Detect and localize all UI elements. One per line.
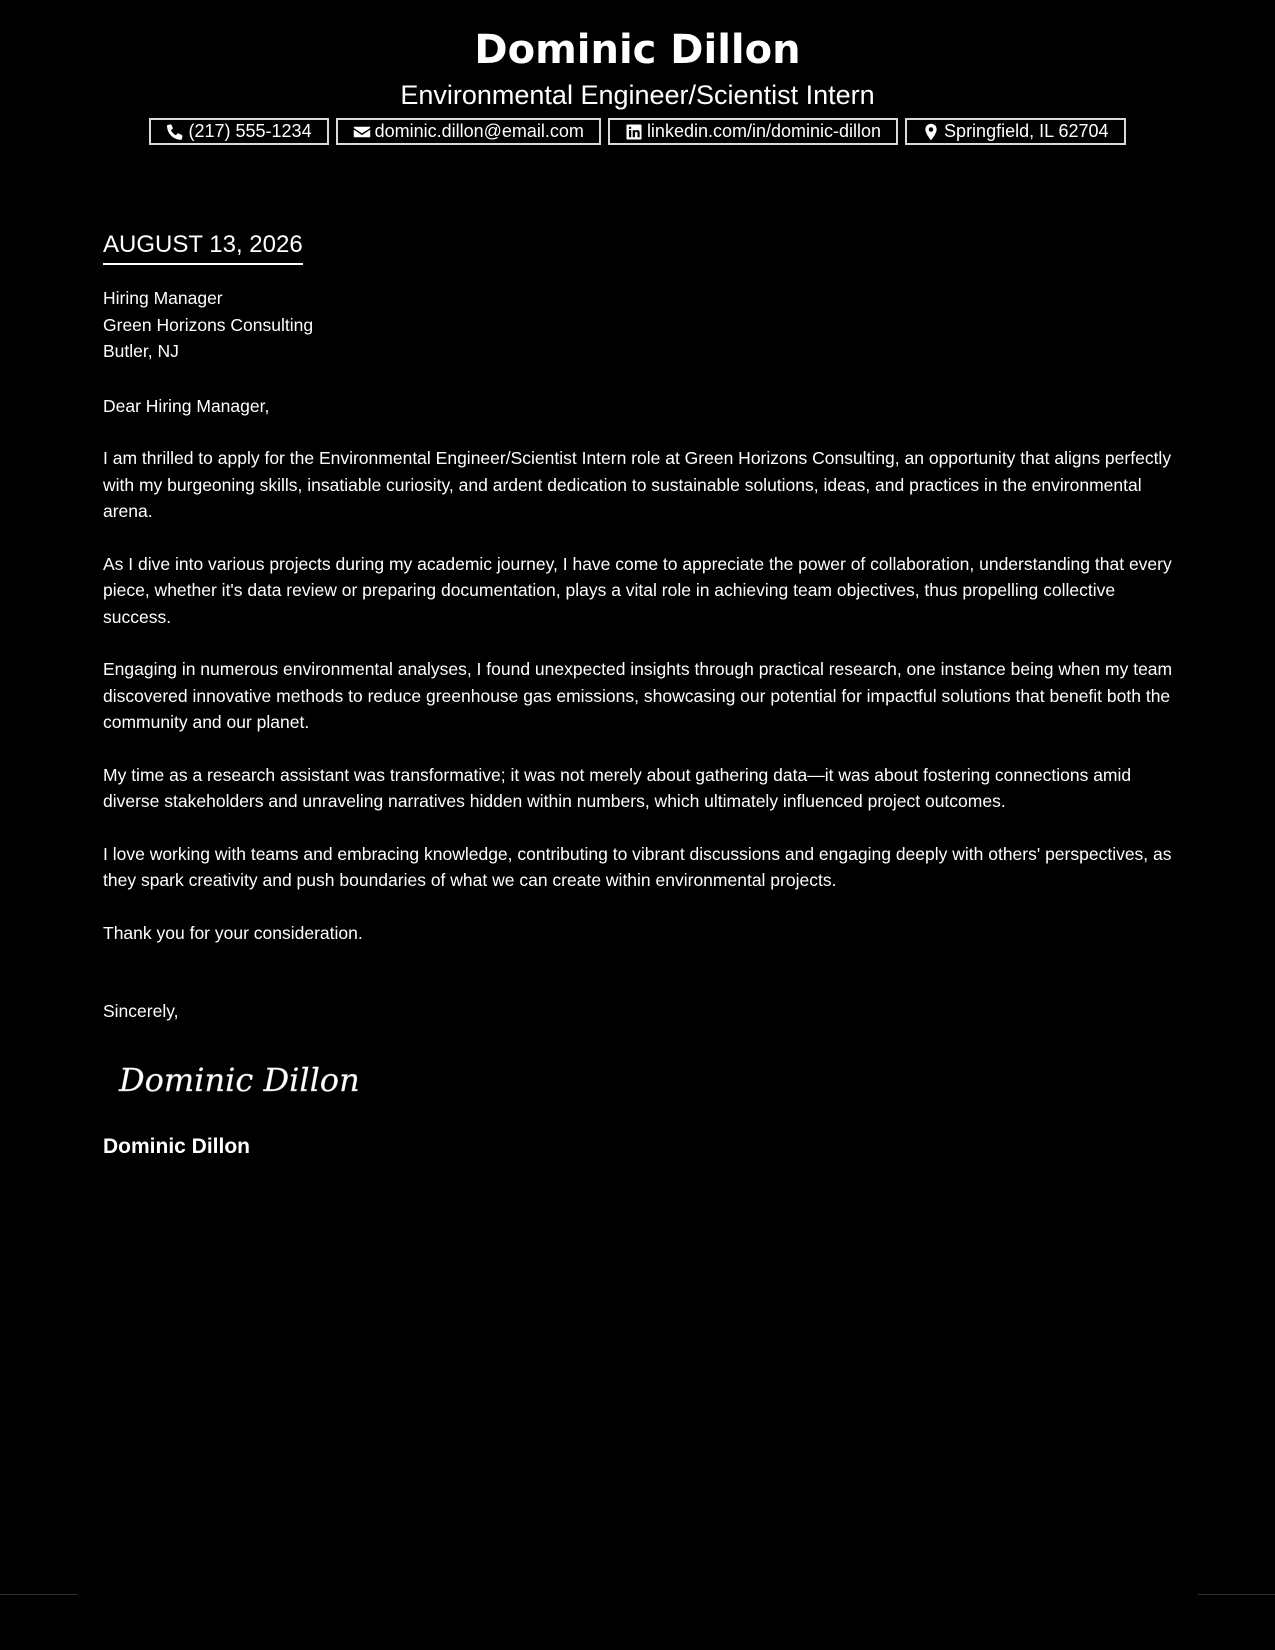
envelope-icon bbox=[353, 123, 371, 141]
signature-text: Dominic Dillon bbox=[119, 1060, 360, 1099]
map-pin-icon bbox=[922, 123, 940, 141]
applicant-title: Environmental Engineer/Scientist Intern bbox=[400, 80, 875, 110]
closing: Sincerely, bbox=[103, 1001, 179, 1021]
linkedin-text: linkedin.com/in/dominic-dillon bbox=[646, 121, 882, 141]
phone-icon bbox=[166, 123, 184, 141]
body-paragraph: I love working with teams and embracing knowledge, contributing to vibrant discussions and engaging deeply with others' perspectives, as they spark creativity and push boundaries of what we can create within environmental projects. bbox=[103, 843, 1172, 890]
body-paragraph: I am thrilled to apply for the Environmental Engineer/Scientist Intern role at Green Horizons Consulting, an opportunity that aligns perfectly with my burgeoning skills, insatiable curiosity, and ardent dedication to sustainable solutions, ideas, and practices in the environmental arena. bbox=[103, 448, 1172, 521]
phone-text: (217) 555-1234 bbox=[188, 121, 312, 141]
recipient-line: Butler, NJ bbox=[103, 341, 179, 361]
body-paragraph: As I dive into various projects during my academic journey, I have come to appreciate the power of collaboration, understanding that every piece, whether it's data review or preparing documentation, plays a vital role in achieving team objectives, thus propelling collective success. bbox=[103, 553, 1172, 627]
location-text: Springfield, IL 62704 bbox=[944, 121, 1109, 141]
linkedin-icon bbox=[625, 123, 643, 141]
footer-divider-left bbox=[0, 1594, 77, 1595]
email-text: dominic.dillon@email.com bbox=[374, 121, 584, 141]
letter-header bbox=[0, 0, 1275, 145]
letter-body bbox=[103, 228, 1175, 1161]
signature-image bbox=[117, 1053, 1175, 1105]
recipient-line: Green Horizons Consulting bbox=[103, 314, 314, 335]
applicant-name: Dominic Dillon bbox=[474, 27, 801, 73]
footer-divider-right bbox=[1198, 1594, 1275, 1595]
contact-email bbox=[336, 118, 601, 145]
contact-linkedin bbox=[608, 118, 898, 145]
salutation: Dear Hiring Manager, bbox=[103, 395, 270, 416]
recipient-block bbox=[103, 285, 1175, 365]
body-paragraph: Engaging in numerous environmental analyses, I found unexpected insights through practical research, one instance being when my team discovered innovative methods to reduce greenhouse gas emissions, showcasing our potential for impactful solutions that benefit both the community and our planet. bbox=[103, 659, 1173, 732]
contact-phone bbox=[149, 118, 328, 145]
letter-date: AUGUST 13, 2026 bbox=[103, 228, 303, 265]
contact-bar bbox=[0, 118, 1275, 145]
body-paragraph: My time as a research assistant was transformative; it was not merely about gathering data—it was about fostering connections amid diverse stakeholders and unraveling narratives hidden within numbers, which ultimately influenced project outcomes. bbox=[103, 764, 1132, 811]
thank-you-line: Thank you for your consideration. bbox=[103, 922, 363, 943]
contact-location bbox=[905, 118, 1125, 145]
recipient-line: Hiring Manager bbox=[103, 288, 223, 308]
signed-name: Dominic Dillon bbox=[103, 1134, 250, 1158]
